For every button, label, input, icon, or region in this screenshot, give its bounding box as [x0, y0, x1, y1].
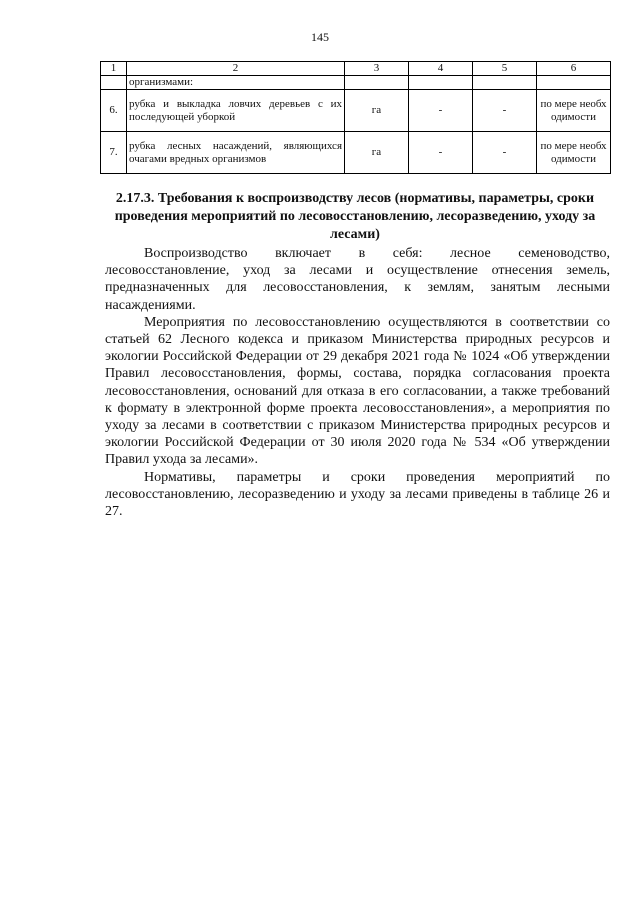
section-body: [105, 245, 610, 520]
table-header-cell: 2: [127, 62, 345, 76]
page-number: 145: [311, 30, 329, 44]
row-col6: по мере необходимости: [537, 132, 611, 174]
row-number: 6.: [101, 90, 127, 132]
row-unit: га: [345, 132, 409, 174]
row-col4: [409, 76, 473, 90]
measures-table: [100, 61, 611, 174]
row-number: 7.: [101, 132, 127, 174]
row-measure: рубка и выкладка ловчих деревьев с их последующей уборкой: [127, 90, 345, 132]
table-header-row: [101, 62, 611, 76]
table-header-cell: 1: [101, 62, 127, 76]
row-number: [101, 76, 127, 90]
row-col4: -: [409, 132, 473, 174]
paragraph: Нормативы, параметры и сроки проведения мероприятий по лесовосстановлению, лесоразведению и уходу за лесами приведены в таблице 26 и 27.: [105, 469, 610, 520]
table-row: [101, 132, 611, 174]
row-col6: по мере необходимости: [537, 90, 611, 132]
paragraph: Воспроизводство включает в себя: лесное семеноводство, лесовосстановление, уход за лесами и осуществление отнесения земель, предназначенных для лесовосстановления, к землям, занятым лесными насаждениями.: [105, 246, 610, 313]
table-header-cell: 6: [537, 62, 611, 76]
table-row: [101, 90, 611, 132]
table-row: [101, 76, 611, 90]
table-header-cell: 5: [473, 62, 537, 76]
row-col5: [473, 76, 537, 90]
table-header-cell: 4: [409, 62, 473, 76]
row-measure: рубка лесных насаждений, являющихся очагами вредных организмов: [127, 132, 345, 174]
paragraph: Мероприятия по лесовосстановлению осуществляются в соответствии со статьей 62 Лесного кодекса и приказом Министерства природных ресурсов и экологии Российской Федерации от 29 декабря 2021 года № 1024 «Об утверждении Правил лесовосстановления, формы, состава, порядка согласования проекта лесовосстановления, оснований для отказа в его согласовании, а также требований к формату в электронной форме проекта лесовосстановления», а мероприятия по уходу за лесами в соответствии с приказом Министерства природных ресурсов и экологии Российской Федерации от 30 июля 2020 года № 534 «Об утверждении Правил ухода за лесами».: [105, 314, 610, 468]
section-heading: 2.17.3. Требования к воспроизводству лесов (нормативы, параметры, сроки проведения мероприятий по лесовосстановлению, лесоразведению, уходу за лесами): [114, 191, 596, 242]
row-col6: [537, 76, 611, 90]
row-col5: -: [473, 132, 537, 174]
row-col5: -: [473, 90, 537, 132]
row-unit: [345, 76, 409, 90]
row-measure: организмами:: [127, 76, 345, 90]
row-col4: -: [409, 90, 473, 132]
table-header-cell: 3: [345, 62, 409, 76]
row-unit: га: [345, 90, 409, 132]
